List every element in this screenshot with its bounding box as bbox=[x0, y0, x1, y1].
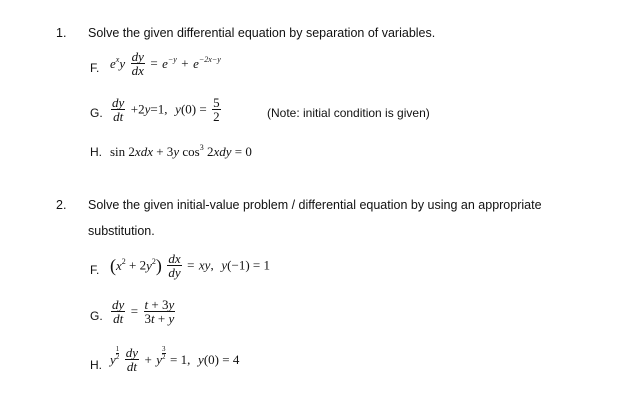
q2-part-f-equation: $(x^2 + 2y^2)$ $\frac{dx}{dy}$ = xy, y(−1) = 1 bbox=[110, 251, 270, 280]
question-2-number: 2. bbox=[56, 198, 67, 212]
question-2-prompt-line-1: Solve the given initial-value problem / differential equation by using an appropriate bbox=[88, 198, 542, 212]
question-1-prompt: Solve the given differential equation by separation of variables. bbox=[88, 26, 436, 40]
q2-part-h-letter: H. bbox=[90, 358, 102, 372]
q1-part-f-equation: $e^xy$ $\frac{dy}{dx}$ = $e^{-y} + e^{-2x-y}$ bbox=[110, 49, 221, 78]
q2-part-g-letter: G. bbox=[90, 309, 103, 323]
q2-part-g-equation: $\frac{dy}{dt}$ = $\frac{t + 3y}{3t + y}$ bbox=[112, 297, 175, 326]
question-2-prompt-line-2: substitution. bbox=[88, 224, 155, 238]
question-1-number: 1. bbox=[56, 26, 67, 40]
q1-part-h-equation: sin 2xdx + 3y $\cos^3 2xdy = 0$ bbox=[110, 143, 252, 159]
q1-part-g-note: (Note: initial condition is given) bbox=[267, 106, 430, 120]
q2-part-h-equation: y $\frac{1}{2}$ $\frac{dy}{dt}$ + y $\frac{3}{2}$ = 1, y(0) = 4 bbox=[110, 345, 240, 375]
q1-part-g-equation: $\frac{dy}{dt}$ +2y=1, y(0) = $\frac{5}{2}$ bbox=[112, 95, 220, 124]
q1-part-h-letter: H. bbox=[90, 145, 102, 159]
q1-part-f-letter: F. bbox=[90, 61, 100, 75]
q2-part-f-letter: F. bbox=[90, 263, 100, 277]
q1-part-g-letter: G. bbox=[90, 106, 103, 120]
